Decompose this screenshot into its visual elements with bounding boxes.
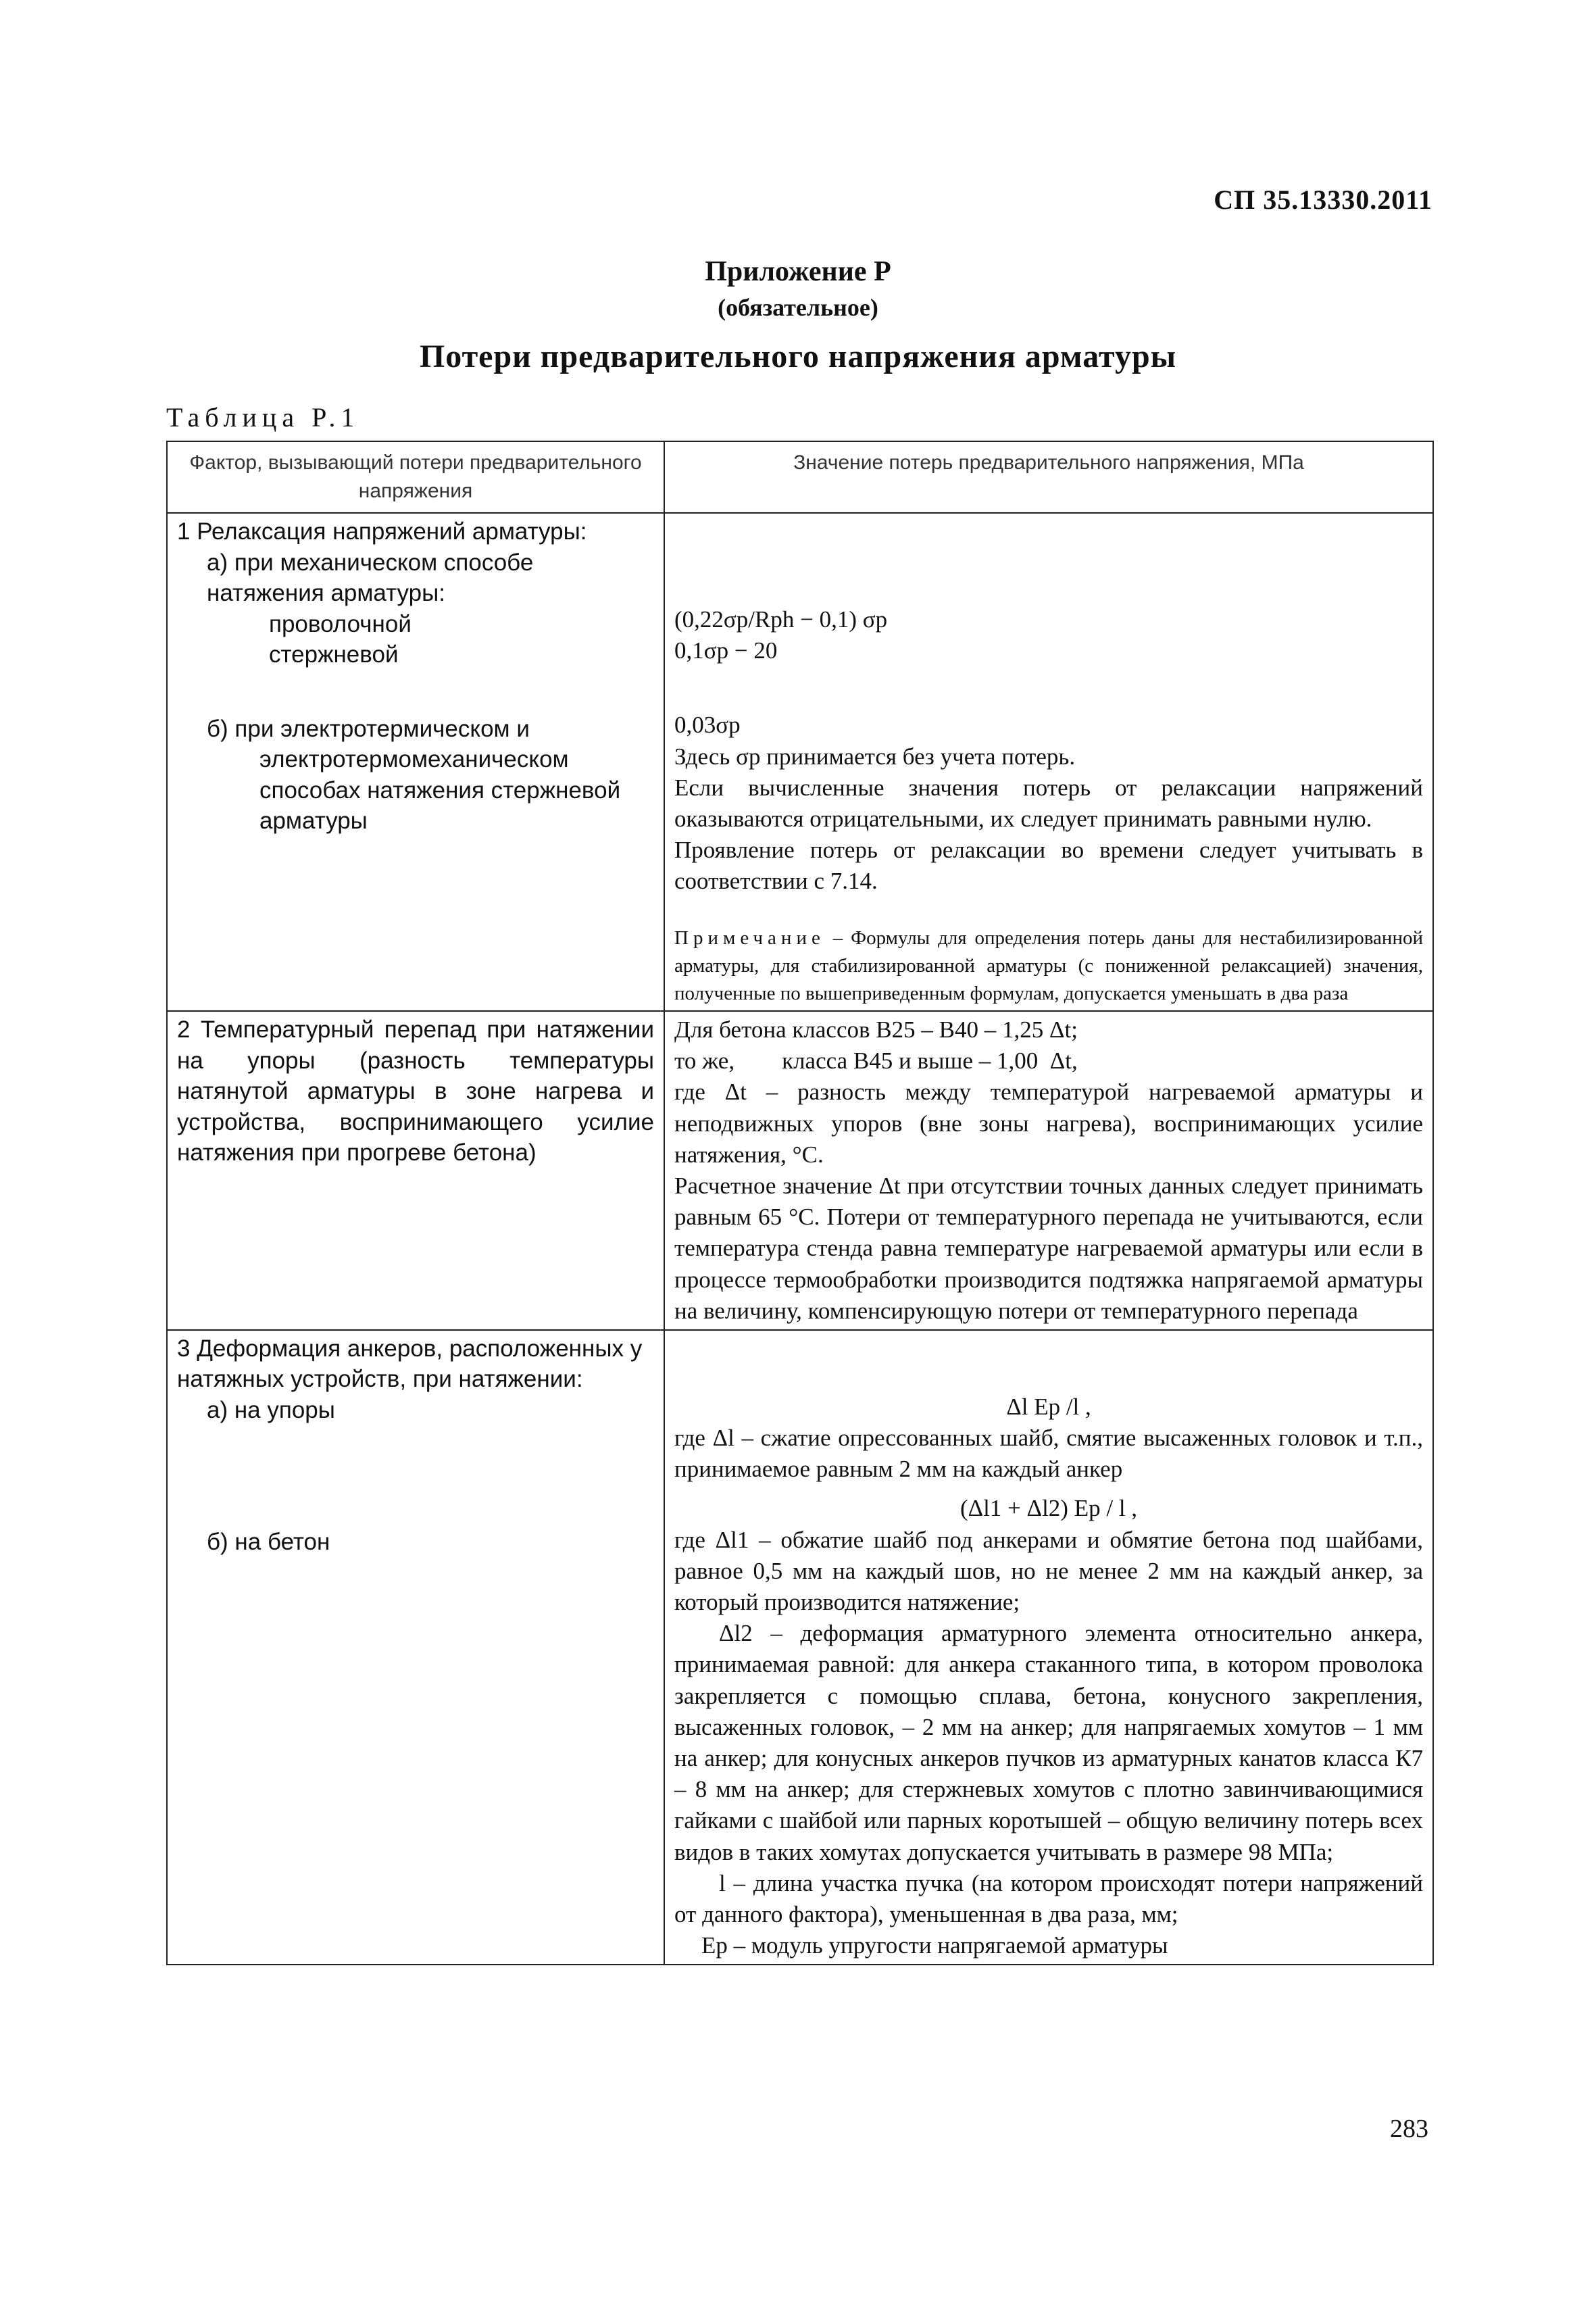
appendix-title: Приложение Р [705,256,891,287]
paragraph: Расчетное значение Δt при отсутствии точных данных следует принимать равным 65 °С. Потери от температурного перепада не учитываются, если температура стенда равна температуре нагреваемой арматуры или если в процессе термообработки производится подтяжка напрягаемой арматуры на величину, компенсирующую потери от температурного перепада [674,1172,1423,1324]
row3-line: 3 Деформация анкеров, расположенных у натяжных устройств, при натяжении: [177,1335,643,1393]
formula: Δl Ep /l , [1006,1393,1091,1420]
row1-line: проволочной [269,610,412,637]
row1-line: 1 Релаксация напряжений арматуры: [177,518,587,545]
row1-value-cell [664,513,1433,1011]
page-title: Потери предварительного напряжения арматуры [419,339,1177,374]
row3-factor-cell [167,1330,664,1965]
paragraph: Здесь σp принимается без учета потерь. [674,743,1076,770]
document-code: СП 35.13330.2011 [1214,184,1432,215]
row3-value-cell [664,1330,1433,1965]
appendix-subtitle: (обязательное) [718,294,878,321]
paragraph: Ep – модуль упругости напрягаемой арматуры [701,1932,1168,1959]
row1-line: стержневой [269,641,399,668]
table-label: Таблица Р.1 [166,402,360,433]
row1-line: арматуры [259,808,368,834]
paragraph: то же, класса В45 и выше – 1,00 Δt, [674,1048,1078,1075]
paragraph: Δl2 – деформация арматурного элемента относительно анкера, принимаемая равной: для анкера стаканного типа, в котором проволока закрепляется с помощью сплава, бетона, конусного закрепления, высаженных головок, – 2 мм на анкер; для напрягаемых хомутов – 1 мм на анкер; для конусных анкеров пучков из арматурных канатов класса К7 – 8 мм на анкер; для стержневых хомутов с плотно завинчивающимися гайками с шайбой или парных коротышей – общую величину потерь всех видов в таких хомутах допускается учитывать в размере 98 МПа; [674,1620,1423,1865]
formula: 0,1σp − 20 [674,637,778,664]
row3-line: а) на упоры [207,1396,335,1423]
row2-factor-cell: 2 Температурный перепад при натяжении на упоры (разность температуры натянутой арматуры в зоне нагрева и устройства, воспринимающего усилие натяжения при прогреве бетона) [167,1011,664,1330]
row2-value-cell [664,1011,1433,1330]
note [674,925,1423,1008]
paragraph: где Δl – сжатие опрессованных шайб, смятие высаженных головок и т.п., принимаемое равным 2 мм на каждый анкер [674,1425,1423,1483]
formula: (0,22σp/Rph − 0,1) σp [674,606,888,633]
paragraph: где Δt – разность между температурой нагреваемой арматуры и неподвижных упоров (вне зоны нагрева), воспринимающих усилие натяжения, °С. [674,1079,1423,1168]
paragraph: l – длина участка пучка (на котором происходят потери напряжений от данного фактора), уменьшенная в два раза, мм; [674,1869,1423,1927]
row3-line: б) на бетон [207,1529,330,1556]
note-text: – Формулы для определения потерь даны для нестабилизированной арматуры, для стабилизированной арматуры (с пониженной релаксацией) значения, полученные по вышеприведенным формулам, допускается уменьшать в два раза [674,927,1423,1004]
paragraph: Проявление потерь от релаксации во времени следует учитывать в соответствии с 7.14. [674,837,1423,895]
appendix-heading [0,255,1596,322]
header-value: Значение потерь предварительного напряжения, МПа [664,441,1433,513]
paragraph: Для бетона классов В25 – В40 – 1,25 Δt; [674,1016,1078,1043]
row1-line: а) при механическом способе [207,549,534,576]
table-header-row [167,441,1433,513]
header-factor: Фактор, вызывающий потери предварительного напряжения [167,441,664,513]
note-label: Примечание [674,927,825,949]
paragraph: Если вычисленные значения потерь от релаксации напряжений оказываются отрицательными, их следует принимать равными нулю. [674,774,1423,832]
table-row [167,513,1433,1011]
table-row [167,1330,1433,1965]
formula: 0,03σp [674,712,741,739]
page-number: 283 [1390,2115,1428,2143]
row1-factor-cell [167,513,664,1011]
row1-line: электротермомеханическом [259,746,569,772]
formula: (Δl1 + Δl2) Ep / l , [959,1495,1138,1522]
losses-table [166,441,1434,1965]
row1-line: натяжения арматуры: [207,580,446,606]
row1-line: способах натяжения стержневой [259,777,621,804]
row1-line: б) при электротермическом и [207,715,530,742]
table-row [167,1011,1433,1330]
paragraph: где Δl1 – обжатие шайб под анкерами и обмятие бетона под шайбами, равное 0,5 мм на каждый шов, но не менее 2 мм на каждый анкер, за который производится натяжение; [674,1526,1423,1616]
